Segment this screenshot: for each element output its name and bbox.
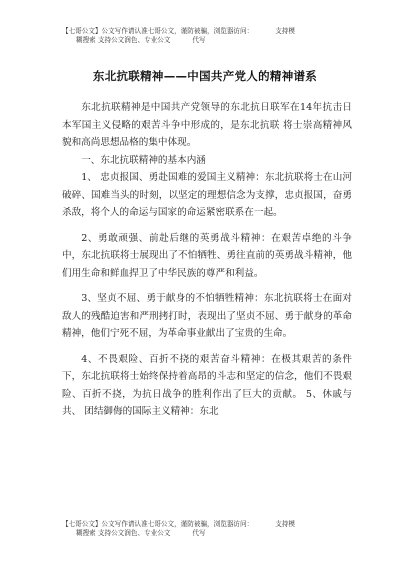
document-body	[62, 99, 352, 421]
footer-line-1	[62, 520, 362, 529]
section-heading: 一、东北抗联精神的基本内涵	[81, 154, 206, 166]
header-line-1-text: 【七哥公文】公文写作请认准七哥公文，谨防被骗，浏览器访问：	[62, 27, 254, 35]
content-paragraph-3: 3、坚贞不屈、勇于献身的不怕牺牲精神：东北抗联将士在面对敌人的残酷迫害和严刑拷打时，表现出了坚贞不屈、勇于献身的革命精神，他们宁死不屈，为革命事业献出了宝贵的生命。	[62, 293, 352, 339]
page-footer	[62, 520, 362, 538]
footer-line-2	[62, 529, 362, 538]
footer-line-2-text: 糊搜索 支持公文润色、专业公文	[76, 529, 171, 537]
content-paragraph-4: 4、不畏艰险、百折不挠的艰苦奋斗精神：在极其艰苦的条件下，东北抗联将士始终保持着高昂的斗志和坚定的信念，他们不畏艰险、百折不挠，为抗日战争的胜利作出了巨大的贡献。 5、休戚与共、 团结御侮的国际主义精神：东北	[62, 353, 352, 417]
intro-paragraph: 东北抗联精神是中国共产党领导的东北抗日联军在14年抗击日本军国主义侵略的艰苦斗争中形成的，是东北抗联 将士崇高精神风貌和高尚思想品格的集中体现。	[62, 102, 352, 148]
header-line-2-text: 糊搜索 支持公文润色、专业公文	[76, 36, 171, 44]
header-line-2	[62, 36, 362, 45]
content-paragraph-2: 2、勇敢顽强、前赴后继的英勇战斗精神：在艰苦卓绝的斗争中，东北抗联将士展现出了不怕牺牲、勇往直前的英勇战斗精神，他们用生命和鲜血捍卫了中华民族的尊严和利益。	[62, 232, 352, 279]
page-header	[62, 27, 362, 45]
document-title: 东北抗联精神——中国共产党人的精神谱系	[92, 69, 318, 83]
footer-line-1-text: 【七哥公文】公文写作请认准七哥公文，谨防被骗，浏览器访问：	[62, 520, 254, 528]
header-line-1-tail: 支持模	[275, 27, 295, 35]
content-paragraph-1: 1、 忠贞报国、勇赴国难的爱国主义精神：东北抗联将士在山河破碎、国难当头的时刻，以坚定的理想信念为支撑，忠贞报国，奋勇杀敌，将个人的命运与国家的命运紧密联系在一起。	[62, 172, 352, 218]
header-line-2-tail: 代写	[192, 36, 206, 44]
footer-line-1-tail: 支持模	[275, 520, 295, 528]
header-line-1	[62, 27, 362, 36]
footer-line-2-tail: 代写	[192, 529, 206, 537]
